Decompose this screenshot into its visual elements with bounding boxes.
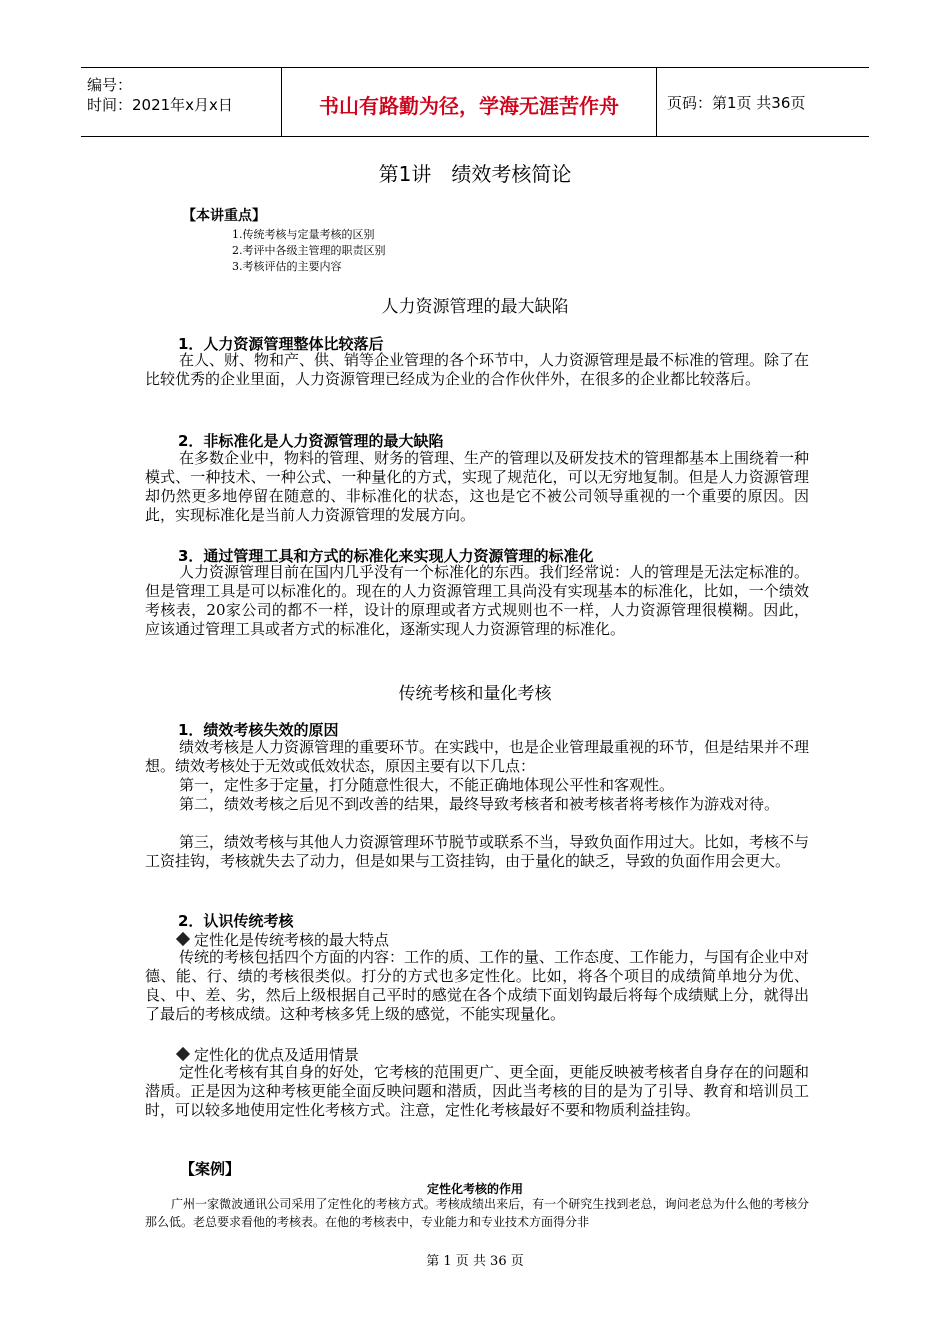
paragraph: 传统的考核包括四个方面的内容：工作的质、工作的量、工作态度、工作能力，与国有企业中对德、能、行、绩的考核很类似。打分的方式也多定性化。比如，将各个项目的成绩简单地分为优、良、中、差、劣，然后上级根据自己平时的感觉在各个成绩下面划钩最后将每个成绩赋上分，就得出了最后的考核成绩。这种考核多凭上级的感觉，不能实现量化。 (145, 948, 810, 1023)
header-page-cell (657, 68, 869, 136)
diamond-bullet-icon (176, 932, 190, 946)
paragraph: 定性化考核有其自身的好处，它考核的范围更广、更全面，更能反映被考核者自身存在的问题和潜质。正是因为这种考核更能全面反映问题和潜质，因此当考核的目的是为了引导、教育和培训员工时，可以较多地使用定性化考核方式。注意，定性化考核最好不要和物质利益挂钩。 (145, 1063, 810, 1119)
case-heading: 【案例】 (180, 1160, 241, 1178)
subsection-heading: 1．人力资源管理整体比较落后 (178, 335, 384, 353)
header-motto: 书山有路勤为径，学海无涯苦作舟 (319, 94, 619, 118)
subsection-heading: 3．通过管理工具和方式的标准化来实现人力资源管理的标准化 (178, 547, 594, 565)
document-number-label: 编号： (87, 76, 133, 94)
subsection-heading: 2．非标准化是人力资源管理的最大缺陷 (178, 432, 444, 450)
header-info-cell (81, 68, 282, 136)
paragraph: 第一，定性多于定量，打分随意性很大，不能正确地体现公平性和客观性。 (179, 776, 675, 794)
case-paragraph: 广州一家微波通讯公司采用了定性化的考核方式。考核成绩出来后，有一个研究生找到老总，询问老总为什么他的考核分那么低。老总要求看他的考核表。在他的考核表中，专业能力和专业技术方面得分非 (145, 1197, 809, 1229)
subsection-heading: 1．绩效考核失效的原因 (178, 721, 339, 739)
case-title: 定性化考核的作用 (426, 1182, 523, 1196)
paragraph: 绩效考核是人力资源管理的重要环节。在实践中，也是企业管理最重视的环节，但是结果并不理想。绩效考核处于无效或低效状态，原因主要有以下几点： (145, 738, 810, 775)
document-header-table (81, 67, 869, 137)
bullet-text: 定性化的优点及适用情景 (194, 1046, 360, 1064)
key-point-item: 3.考核评估的主要内容 (232, 260, 342, 273)
section-title: 传统考核和量化考核 (398, 684, 552, 704)
key-points-heading: 【本讲重点】 (182, 208, 266, 224)
key-point-item: 2.考评中各级主管理的职责区别 (232, 244, 386, 257)
paragraph: 人力资源管理目前在国内几乎没有一个标准化的东西。我们经常说：人的管理是无法定标准的。但是管理工具是可以标准化的。现在的人力资源管理工具尚没有实现基本的标准化，比如，一个绩效考核表，20家公司的都不一样，设计的原理或者方式规则也不一样，人力资源管理很模糊。因此，应该通过管理工具或者方式的标准化，逐渐实现人力资源管理的标准化。 (145, 563, 810, 638)
key-point-item: 1.传统考核与定量考核的区别 (232, 228, 375, 241)
bullet-item (178, 929, 389, 950)
header-motto-cell (282, 68, 657, 136)
paragraph: 第三，绩效考核与其他人力资源管理环节脱节或联系不当，导致负面作用过大。比如，考核不与工资挂钩，考核就失去了动力，但是如果与工资挂钩，由于量化的缺乏，导致的负面作用会更大。 (145, 833, 810, 870)
bullet-text: 定性化是传统考核的最大特点 (194, 931, 390, 949)
section-title: 人力资源管理的最大缺陷 (381, 297, 569, 317)
paragraph: 第二，绩效考核之后见不到改善的结果，最终导致考核者和被考核者将考核作为游戏对待。 (179, 795, 780, 813)
bullet-item (178, 1044, 359, 1065)
subsection-heading: 2．认识传统考核 (178, 912, 294, 930)
paragraph: 在人、财、物和产、供、销等企业管理的各个环节中，人力资源管理是最不标准的管理。除了在比较优秀的企业里面，人力资源管理已经成为企业的合作伙伴外，在很多的企业都比较落后。 (145, 351, 810, 388)
page-footer: 第 1 页 共 36 页 (426, 1254, 524, 1269)
lecture-title: 第1讲 绩效考核简论 (378, 162, 572, 186)
diamond-bullet-icon (176, 1047, 190, 1061)
document-time-label: 时间：2021年x月x日 (87, 96, 233, 114)
header-page-info: 页码：第1页 共36页 (667, 94, 806, 112)
paragraph: 在多数企业中，物料的管理、财务的管理、生产的管理以及研发技术的管理都基本上围绕着一种模式、一种技术、一种公式、一种量化的方式，实现了规范化，可以无穷地复制。但是人力资源管理却仍然更多地停留在随意的、非标准化的状态，这也是它不被公司领导重视的一个重要的原因。因此，实现标准化是当前人力资源管理的发展方向。 (145, 449, 810, 524)
